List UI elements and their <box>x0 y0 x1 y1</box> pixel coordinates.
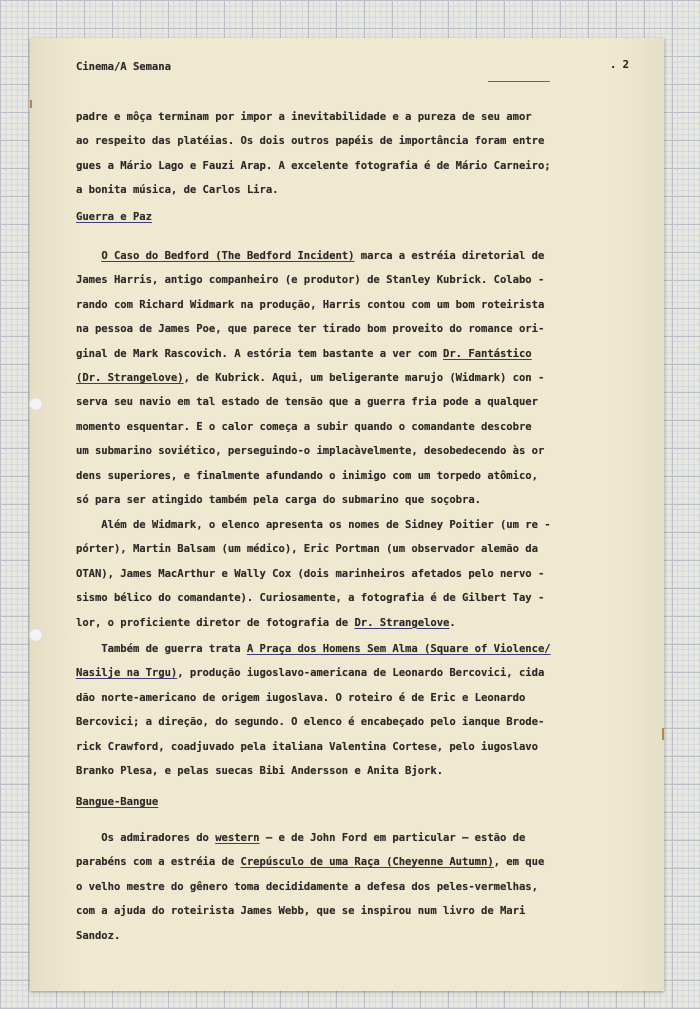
header-rule <box>488 81 550 82</box>
text-line <box>76 420 532 434</box>
text-line <box>76 159 551 173</box>
section-heading-text: Guerra e Paz <box>76 211 152 223</box>
line-text: lor, o proficiente diretor de fotografia de <box>76 616 355 629</box>
section-heading-text: Bangue-Bangue <box>76 796 159 808</box>
line-text: ginal de Mark Rascovich. A estória tem bastante a ver com <box>76 347 444 360</box>
text-line <box>76 444 544 458</box>
text-line <box>76 110 532 124</box>
line-text <box>76 250 101 262</box>
underlined-title: Dr. Fantástico <box>443 347 532 360</box>
text-line <box>76 518 551 532</box>
text-line <box>76 929 120 943</box>
text-line <box>76 591 544 605</box>
text-line <box>76 322 544 336</box>
line-text: Os admiradores do <box>76 832 216 844</box>
text-line <box>76 298 544 312</box>
text-line <box>76 542 538 556</box>
margin-mark <box>662 728 664 740</box>
text-line <box>76 904 525 918</box>
line-text: sismo bélico do comandante). Curiosamente, a fotografia é de Gilbert Tay - <box>76 592 545 605</box>
line-text: gues a Mário Lago e Fauzi Arap. A excelente fotografia é de Mário Carneiro; <box>76 159 551 172</box>
section-heading <box>76 210 152 224</box>
line-text: Além de Widmark, o elenco apresenta os nomes de Sidney Poitier (um re - <box>76 519 551 531</box>
page-number: . 2 <box>610 59 629 71</box>
text-line <box>76 469 538 483</box>
section-heading <box>76 795 158 809</box>
text-line <box>76 691 525 705</box>
typewritten-page <box>30 38 664 991</box>
line-text: com a ajuda do roteirista James Webb, que se inspirou num livro de Mari <box>76 905 526 918</box>
line-text: só para ser atingido também pela carga do submarino que soçobra. <box>76 494 481 506</box>
line-text: dens superiores, e finalmente afundando o inimigo com um torpedo atômico, <box>76 469 538 482</box>
line-text: , de Kubrick. Aqui, um beligerante marujo (Widmark) con - <box>183 372 545 384</box>
line-text: , produção iugoslavo-americana de Leonardo Bercovici, cida <box>177 667 545 680</box>
text-line <box>76 642 551 656</box>
line-text: . <box>449 616 456 629</box>
line-text: momento esquentar. E o calor começa a subir quando o comandante descobre <box>76 420 532 433</box>
text-line <box>76 273 544 287</box>
line-text: Também de guerra trata <box>76 643 247 655</box>
line-text: — e de John Ford em particular — estão de <box>259 832 526 844</box>
underlined-title: A Praça dos Homens Sem Alma (Square of Violence/ <box>246 643 551 655</box>
page-header: Cinema/A Semana <box>76 61 171 73</box>
text-line <box>76 395 538 409</box>
line-text: Sandoz. <box>76 929 121 942</box>
line-text: na pessoa de James Poe, que parece ter tirado bom proveito do romance ori- <box>76 323 545 336</box>
line-text: pórter), Martin Balsam (um médico), Eric Portman (um observador alemão da <box>76 543 538 556</box>
text-line <box>76 371 544 385</box>
underlined-title: Nasilje na Trgu) <box>76 667 178 680</box>
line-text: um submarino soviético, perseguindo-o implacàvelmente, desobedecendo às or <box>76 445 545 458</box>
text-line <box>76 347 532 361</box>
text-line <box>76 855 544 869</box>
line-text: o velho mestre do gênero toma decididamente a defesa dos peles-vermelhas, <box>76 880 538 893</box>
line-text: rando com Richard Widmark na produção, Harris contou com um bom roteirista <box>76 298 545 311</box>
line-text: , em que <box>493 856 545 869</box>
line-text: rick Crawford, coadjuvado pela italiana Valentina Cortese, pelo iugoslavo <box>76 740 538 753</box>
punch-hole <box>29 397 43 411</box>
margin-mark <box>30 100 32 108</box>
text-line <box>76 764 443 778</box>
text-line <box>76 493 481 507</box>
line-text: ao respeito das platéias. Os dois outros papéis de importância foram entre <box>76 135 545 148</box>
text-line <box>76 666 544 680</box>
underlined-title: (Dr. Strangelove) <box>76 372 184 384</box>
line-text: a bonita música, de Carlos Lira. <box>76 184 279 197</box>
line-text: marca a estréia diretorial de <box>354 250 545 262</box>
underlined-title: O Caso do Bedford (The Bedford Incident) <box>101 250 355 262</box>
underlined-title: Dr. Strangelove <box>354 616 450 629</box>
line-text: parabéns com a estréia de <box>76 856 241 869</box>
text-line <box>76 880 538 894</box>
text-line <box>76 740 538 754</box>
punch-hole <box>29 628 43 642</box>
line-text: OTAN), James MacArthur e Wally Cox (dois marinheiros afetados pelo nervo - <box>76 567 545 580</box>
line-text: Bercovici; a direção, do segundo. O elenco é encabeçado pelo ianque Brode- <box>76 716 545 729</box>
line-text: Branko Plesa, e pelas suecas Bibi Andersson e Anita Bjork. <box>76 765 444 777</box>
text-line <box>76 249 544 263</box>
text-line <box>76 183 279 197</box>
text-line <box>76 715 544 729</box>
text-line <box>76 567 544 581</box>
text-line <box>76 831 525 845</box>
line-text: dão norte-americano de origem iugoslava. O roteiro é de Eric e Leonardo <box>76 691 526 704</box>
line-text: James Harris, antigo companheiro (e produtor) de Stanley Kubrick. Colabo - <box>76 274 545 287</box>
underlined-title: Crepúsculo de uma Raça (Cheyenne Autumn) <box>240 856 494 869</box>
line-text: padre e môça terminam por impor a inevitabilidade e a pureza de seu amor <box>76 111 532 123</box>
text-line <box>76 616 456 630</box>
line-text: serva seu navio em tal estado de tensão que a guerra fria pode a qualquer <box>76 396 538 409</box>
underlined-title: western <box>215 832 260 844</box>
text-line <box>76 134 544 148</box>
